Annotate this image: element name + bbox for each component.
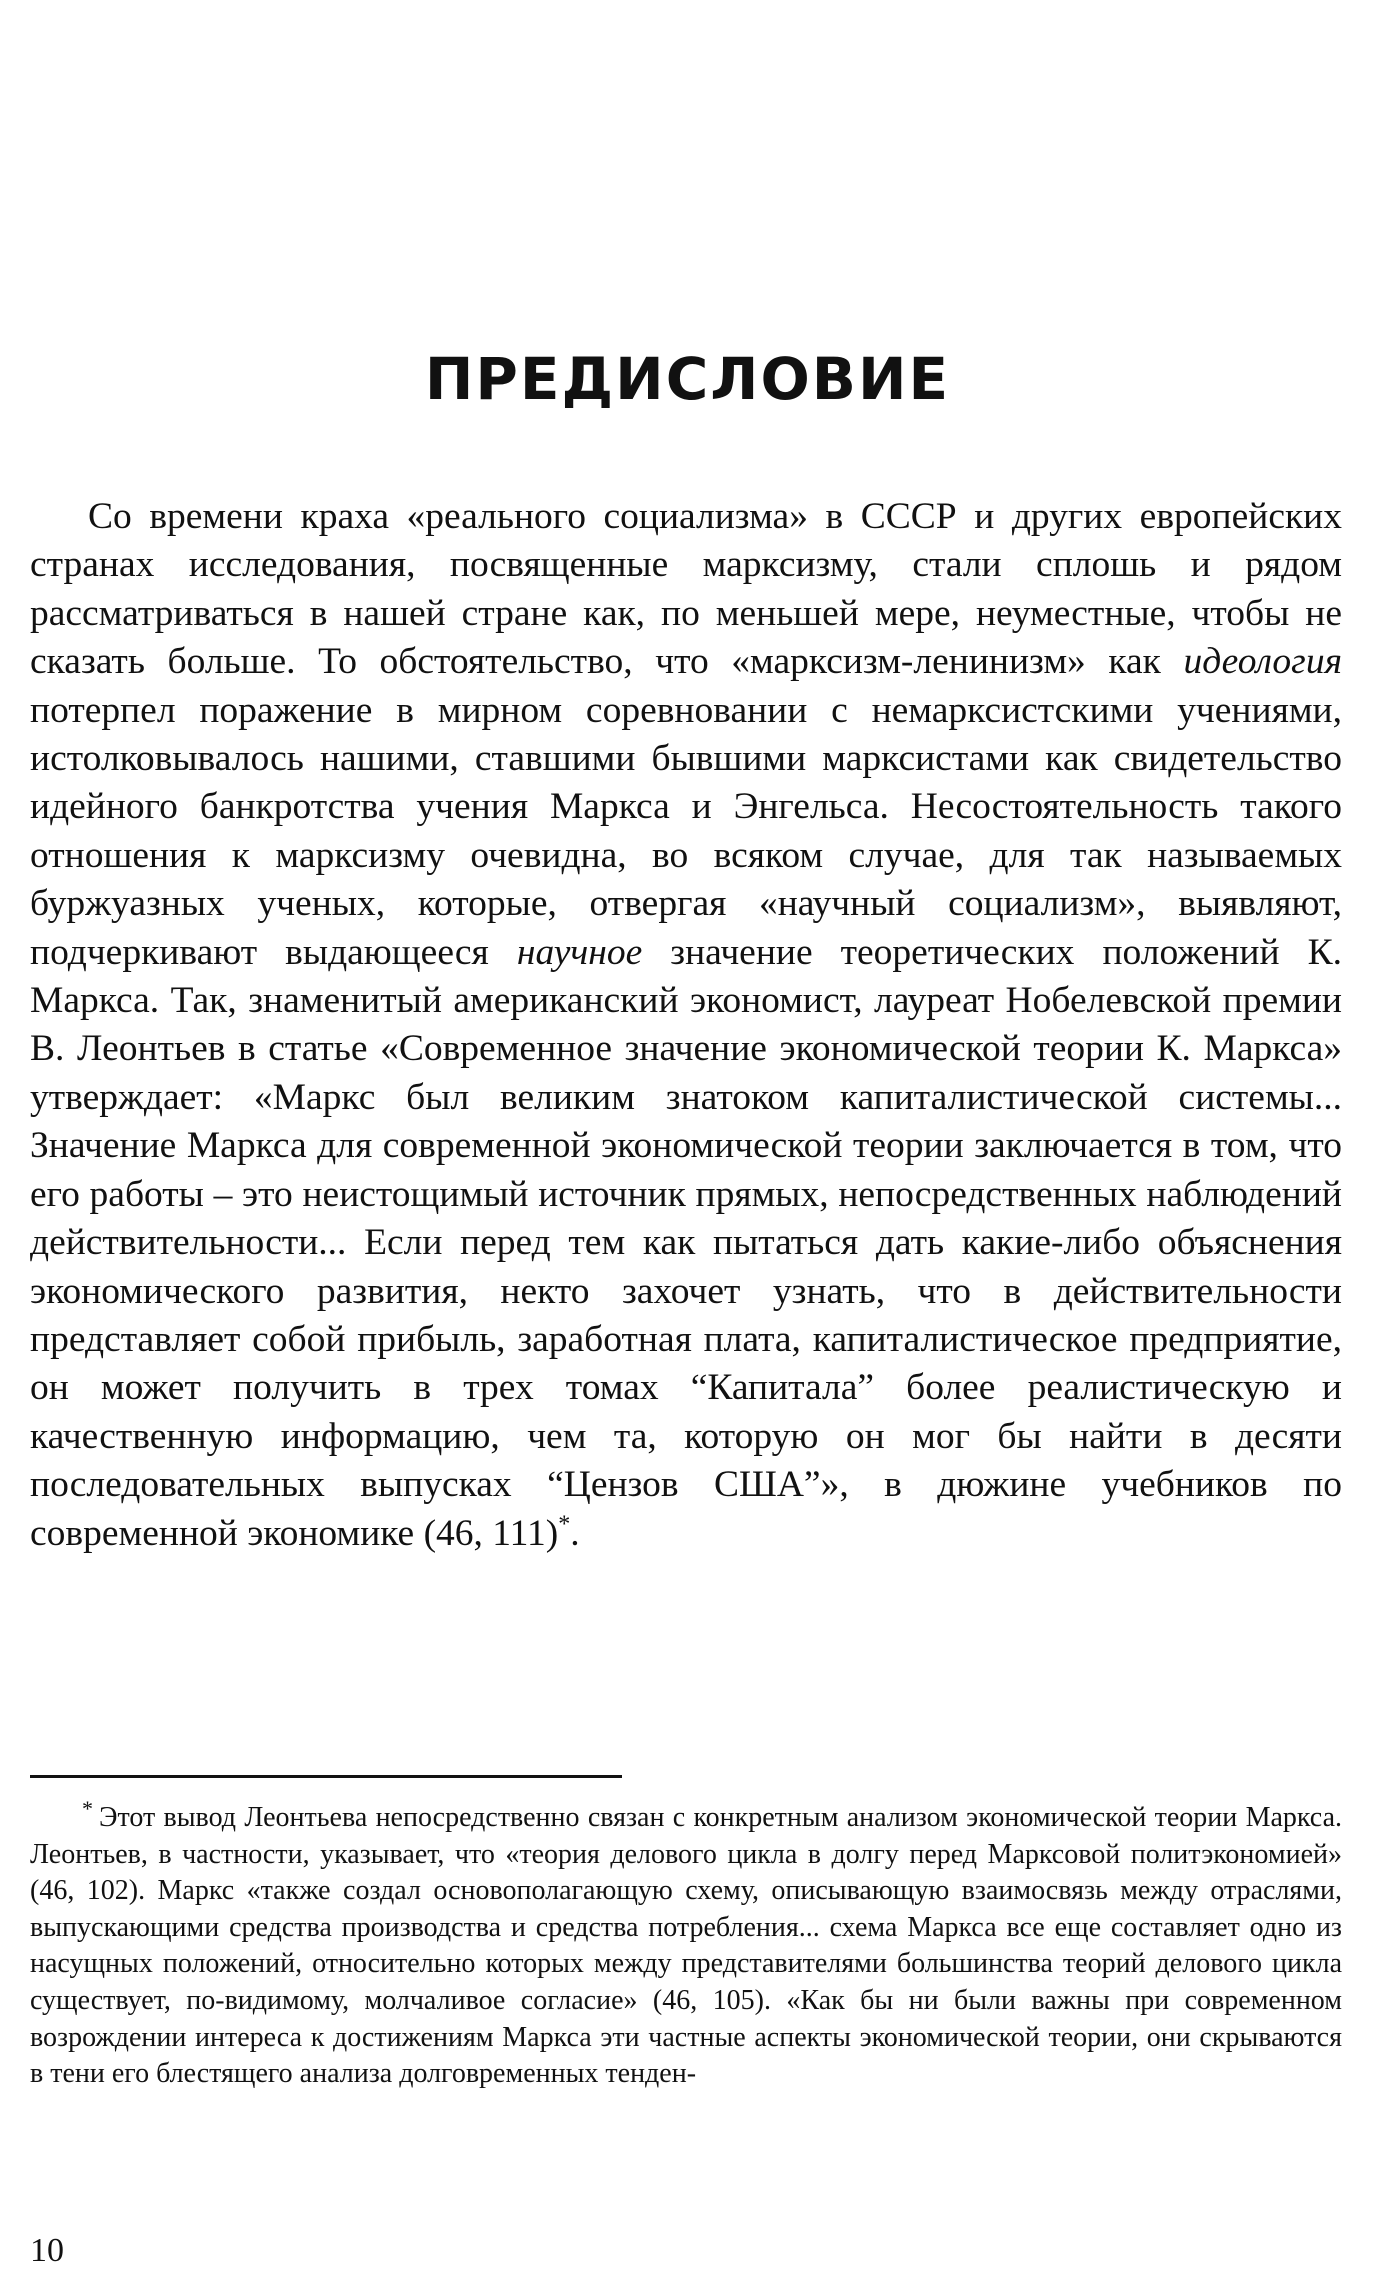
footnote-reference[interactable]: * bbox=[558, 1511, 571, 1538]
footnote-mark: * bbox=[82, 1795, 93, 1821]
paragraph bbox=[30, 493, 1342, 1558]
page-number: 10 bbox=[30, 2232, 64, 2269]
footnote bbox=[30, 1795, 1342, 2093]
paragraph-text: значение теоретических положений К. Маркса. Так, знаменитый американский экономист, лауреат Нобелевской премии В. Леонтьев в статье «Современное значение экономической теории К. Маркса» утверждает: «Маркс был великим знатоком капиталистической системы... Значение Маркса для современной экономической теории заключается в том, что его работы – это неистощимый источник прямых, непосредственных наблюдений действительности... Если перед тем как пытаться дать какие-либо объяснения экономического развития, некто захочет узнать, что в действительности представляет собой прибыль, заработная плата, капиталистическое предприятие, он может получить в трех томах “Капитала” более реалистическую и качественную информацию, чем та, которую он мог бы найти в десяти последовательных выпусках “Цензов США”», в дюжине учебников по современной экономике (46, 111) bbox=[30, 931, 1342, 1554]
footnote-paragraph bbox=[30, 1795, 1342, 2093]
main-text bbox=[30, 493, 1342, 1558]
emphasis-ideology: идеология bbox=[1183, 641, 1342, 683]
paragraph-end: . bbox=[570, 1512, 580, 1554]
paragraph-text: Со времени краха «реального социализма» в СССР и других европейских странах исследования, посвященные марксизму, стали сплошь и рядом рассматриваться в нашей стране как, по меньшей мере, неуместные, чтобы не сказать больше. То обстоятельство, что «марксизм-ленинизм» как bbox=[30, 496, 1342, 683]
emphasis-scientific: научное bbox=[516, 931, 643, 973]
chapter-title: ПРЕДИСЛОВИЕ bbox=[424, 345, 951, 413]
footnote-divider bbox=[30, 1775, 622, 1778]
paragraph-text: потерпел поражение в мирном соревновании с немарксистскими учениями, истолковывалось нашими, ставшими бывшими марксистами как свидетельство идейного банкротства учения Маркса и Энгельса. Несостоятельность такого отношения к марксизму очевидна, во всяком случае, для так называемых буржуазных ученых, которые, отвергая «научный социализм», выявляют, подчеркивают выдающееся bbox=[30, 689, 1342, 973]
footnote-text: Этот вывод Леонтьева непосредственно связан с конкретным анализом экономической теории Маркса. Леонтьев, в частности, указывает, что «теория делового цикла в долгу перед Марксовой политэкономией» (46, 102). Маркс «также создал основополагающую схему, описывающую взаимосвязь между отраслями, выпускающими средства производства и средства потребления... схема Маркса все еще составляет одно из насущных положений, относительно которых между представителями большинства теорий делового цикла существует, по-видимому, молчаливое согласие» (46, 105). «Как бы ни были важны при современном возрождении интереса к достижениям Маркса эти частные аспекты экономической теории, они скрываются в тени его блестящего анализа долговременных тенден- bbox=[30, 1802, 1342, 2090]
